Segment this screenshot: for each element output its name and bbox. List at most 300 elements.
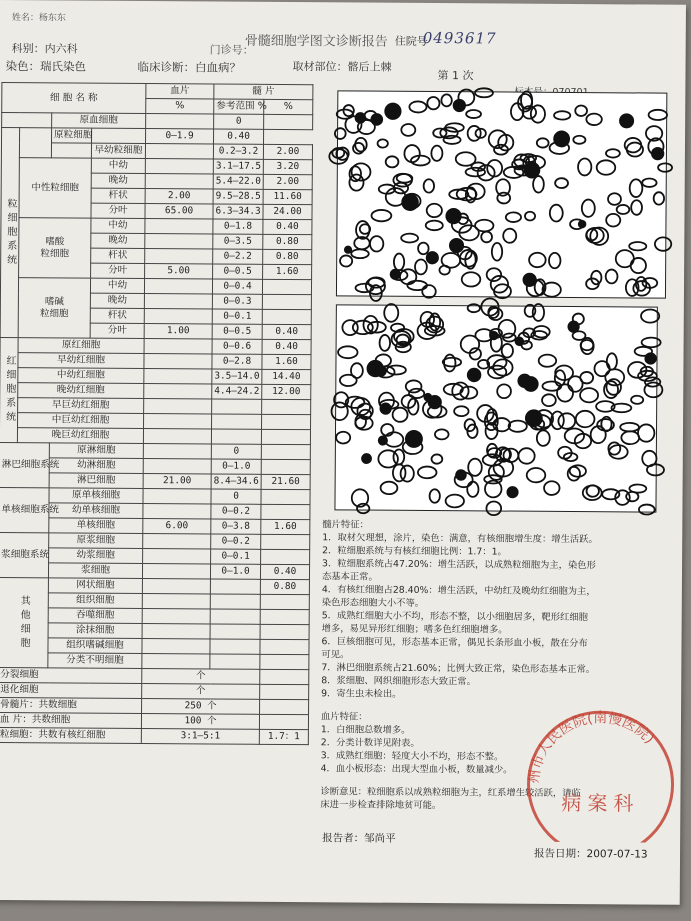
cell-outline (379, 335, 390, 351)
blood-pct (144, 369, 212, 384)
blood-finding: 2．分类计数详见附表。 (320, 737, 420, 749)
cell-outline (630, 179, 643, 197)
row-label: 组织嗜碱细胞 (48, 638, 142, 654)
marrow-pct (261, 489, 310, 504)
cell-nucleus (619, 113, 634, 128)
marrow-pct (260, 609, 309, 624)
cell-outline (371, 210, 391, 222)
marrow-micrograph-2 (334, 304, 657, 512)
row-label: 早幼红细胞 (18, 353, 144, 369)
ref-range: 0 (214, 114, 264, 129)
blood-count: 100 个 (141, 714, 259, 730)
blood-findings-title: 血片特征： (320, 711, 368, 723)
blood-count-label: 血 片：共数细胞 (0, 713, 142, 729)
row-label: 中幼 (90, 278, 144, 293)
cell-outline (468, 126, 481, 141)
header-diagnosis: 临床诊断：白血病？ (137, 59, 242, 75)
cell-outline (487, 268, 502, 281)
cell-outline (431, 146, 442, 161)
blank-cell (259, 714, 308, 729)
blood-pct: 6.00 (143, 519, 211, 534)
row-label: 原单核细胞 (49, 488, 143, 504)
cell-nucleus (567, 321, 579, 333)
marrow-pct: 11.60 (263, 189, 312, 204)
cell-outline (422, 285, 436, 298)
blood-pct (145, 159, 213, 174)
ref-range: 6.3—34.3 (213, 204, 263, 219)
ref-range: 3.1—17.5 (213, 159, 263, 174)
blood-pct: 65.00 (145, 204, 213, 219)
cell-outline (655, 237, 671, 251)
cell-nucleus (423, 393, 432, 402)
row-label: 单核细胞 (49, 518, 143, 534)
row-label: 晚巨幼红细胞 (17, 428, 143, 444)
mitosis-label: 分裂细胞 (0, 668, 142, 684)
cell-outline (503, 229, 516, 243)
cell-outline (527, 468, 546, 482)
blood-finding: 1．白细胞总数增多。 (320, 724, 411, 736)
cell-outline (582, 200, 595, 217)
blank-cell (260, 684, 309, 699)
marrow-pct: 21.60 (261, 474, 310, 489)
degen-value: 个 (142, 684, 260, 700)
cell-outline (404, 145, 420, 162)
cell-nucleus (644, 352, 656, 364)
table-row (0, 533, 310, 550)
conclusion-line: 床进一步检查排除地贫可能。 (320, 799, 442, 812)
col-header-ref: 参考范围 % (214, 99, 264, 114)
cell-nucleus (405, 430, 423, 448)
cell-outline (533, 176, 544, 193)
ref-range: 0—0.5 (212, 324, 262, 339)
blood-pct (143, 444, 211, 459)
header-name-fragment: 姓名：杨东东 (11, 13, 66, 24)
marrow-pct (261, 504, 310, 519)
cell-outline (642, 338, 661, 348)
cell-outline (570, 465, 586, 477)
cell-outline (456, 152, 476, 166)
degen-label: 退化细胞 (0, 683, 142, 699)
cell-outline (631, 396, 643, 404)
ref-range: 0—2.8 (212, 354, 262, 369)
marrow-pct: 0.40 (262, 339, 311, 354)
ref-range: 0—0.1 (212, 309, 262, 324)
col-header-name: 细 胞 名 称 (2, 83, 146, 114)
stamp-arc-text: 州市人民医院(南慢医院) (526, 710, 658, 785)
blood-pct (142, 639, 210, 654)
row-label: 中幼 (91, 158, 145, 173)
row-label: 幼单核细胞 (49, 503, 143, 519)
marrow-pct: 0.80 (263, 234, 312, 249)
row-label: 原血细胞 (52, 113, 146, 129)
blood-finding: 4．血小板形态：出现大型血小板，数量减少。 (320, 763, 513, 776)
ref-range: 0—0.6 (212, 339, 262, 354)
marrow-finding: 4．有核红细胞占28.40%：增生活跃，中幼红及晚幼红细胞为主， (321, 584, 596, 598)
cell-outline (581, 340, 594, 350)
row-label: 原红细胞 (18, 338, 144, 354)
blood-pct (142, 654, 210, 669)
cell-outline (475, 88, 493, 97)
cell-outline (441, 94, 451, 106)
cell-nucleus (455, 469, 467, 481)
row-label: 晚幼 (90, 293, 144, 308)
row-label: 淋巴细胞 (49, 473, 143, 489)
blood-pct (142, 564, 210, 579)
cell-outline (587, 485, 599, 497)
cell-outline (381, 482, 398, 495)
cell-outline (427, 204, 442, 218)
cell-nucleus (344, 246, 352, 254)
marrow-pct: 0.80 (260, 579, 309, 594)
cell-outline (446, 495, 464, 508)
cell-outline (468, 459, 482, 476)
table-row (0, 488, 310, 505)
cell-outline (586, 114, 602, 126)
cell-outline (393, 408, 408, 422)
group-neutrophil: 中性粒细胞 (19, 158, 91, 219)
cell-nucleus (375, 365, 387, 377)
table-row (0, 278, 311, 295)
col-header-marrow-pct: % (264, 99, 313, 114)
cell-outline (506, 212, 521, 222)
cell-nucleus (524, 162, 541, 179)
cell-nucleus (453, 99, 466, 112)
row-label: 分叶 (91, 263, 145, 278)
cell-outline (378, 139, 388, 147)
cell-outline (430, 489, 440, 503)
cell-outline (401, 124, 415, 136)
cell-outline (642, 451, 656, 467)
marrow-pct: 12.00 (262, 384, 311, 399)
marrow-pct: 0.40 (263, 219, 312, 234)
ref-range: 4.4—24.2 (212, 384, 262, 399)
cell-outline (641, 309, 659, 322)
blood-pct (143, 549, 211, 564)
cell-outline (386, 156, 399, 167)
cell-nucleus (370, 113, 383, 126)
cell-outline (575, 434, 591, 449)
cell-outline (454, 406, 469, 416)
ref-range: 0—0.2 (211, 504, 261, 519)
blood-pct: 21.00 (143, 474, 211, 489)
blank-cell (19, 128, 51, 158)
cell-outline (401, 234, 418, 243)
cell-outline (642, 178, 656, 187)
cell-outline (555, 178, 568, 188)
ref-range (210, 609, 260, 624)
group-lympho: 淋巴细胞系统 (0, 443, 49, 488)
cell-outline (468, 304, 480, 312)
row-label: 杆状 (90, 308, 144, 323)
cell-outline (497, 384, 511, 398)
marrow-count: 250 个 (142, 699, 260, 715)
row-label: 早巨幼红细胞 (18, 398, 144, 414)
header-dept: 科别：内六科 (11, 42, 78, 56)
reporter: 报告者：邹尚平 (322, 832, 396, 845)
cell-outline (597, 160, 616, 175)
table-row (2, 128, 313, 145)
cell-outline (608, 193, 621, 205)
cell-outline (649, 110, 668, 120)
marrow-pct (260, 639, 309, 654)
cell-outline (537, 138, 549, 147)
marrow-pct: 2.00 (263, 144, 312, 159)
cell-outline (638, 424, 655, 441)
blood-pct (143, 504, 211, 519)
ref-range: 0—0.2 (211, 534, 261, 549)
cell-nucleus (578, 220, 587, 229)
cell-nucleus (378, 435, 388, 445)
ref-range (210, 579, 260, 594)
blood-pct (143, 459, 211, 474)
cell-nucleus (522, 273, 536, 287)
marrow-finding: 可见。 (321, 649, 350, 661)
ref-range: 0—0.1 (211, 549, 261, 564)
cell-outline (435, 429, 449, 439)
row-label: 网状细胞 (48, 578, 142, 594)
blood-pct: 2.00 (145, 189, 213, 204)
cell-outline (466, 168, 485, 177)
marrow-pct: 2.00 (263, 174, 312, 189)
cell-outline (340, 375, 357, 386)
cell-nucleus (525, 409, 543, 427)
table-row (0, 698, 309, 715)
row-label: 分叶 (90, 323, 144, 338)
cell-outline (639, 505, 655, 515)
cell-outline (606, 270, 618, 284)
blank-cell (260, 699, 309, 714)
cell-nucleus (361, 453, 372, 464)
cell-nucleus (390, 269, 401, 280)
table-row (0, 443, 310, 460)
ratio-value: 1.7：1 (259, 729, 308, 744)
blank-cell (260, 669, 309, 684)
marrow-micrograph-1 (336, 90, 667, 298)
cell-outline (393, 174, 412, 187)
cell-outline (424, 179, 435, 192)
blank-cell (2, 113, 52, 128)
blood-pct (145, 249, 213, 264)
row-label: 幼浆细胞 (49, 548, 143, 564)
row-label: 杆状 (91, 248, 145, 263)
cell-outline (658, 163, 672, 171)
marrow-finding: 7．淋巴细胞系统占21.60%；比例大致正常，染色形态基本正常。 (321, 662, 596, 676)
blood-pct (142, 624, 210, 639)
cell-outline (409, 389, 424, 398)
cell-outline (606, 214, 620, 227)
marrow-pct: 0.40 (260, 564, 309, 579)
marrow-pct: 3.20 (263, 159, 312, 174)
cell-outline (502, 344, 513, 358)
cell-outline (488, 366, 506, 379)
blood-pct (142, 579, 210, 594)
cell-outline (631, 258, 646, 273)
marrow-count-label: 骨髓片：共数细胞 (0, 698, 142, 714)
ref-range: 0—0.4 (212, 279, 262, 294)
header-count: 第 1 次 (437, 69, 474, 83)
blood-pct (145, 234, 213, 249)
cell-outline (351, 249, 369, 258)
report-title: 骨髓细胞学图文诊断报告 (244, 33, 388, 50)
blood-finding: 3．成熟红细胞：轻度大小不均，形态不整。 (320, 750, 504, 763)
row-label: 分叶 (91, 203, 145, 218)
cell-outline (525, 305, 536, 317)
cell-outline (542, 394, 556, 406)
cell-nucleus (489, 331, 498, 340)
cell-outline (431, 454, 442, 463)
ref-range: 0 (211, 489, 261, 504)
cell-nucleus (467, 368, 482, 383)
cell-outline (529, 253, 546, 268)
cell-outline (539, 355, 557, 367)
cell-outline (578, 158, 591, 175)
cell-nucleus (401, 193, 419, 211)
cell-outline (620, 423, 639, 432)
ref-range: 0.2—3.2 (213, 144, 263, 159)
group-basophil: 嗜碱 粒细胞 (18, 278, 90, 339)
blood-pct (143, 534, 211, 549)
cell-outline (415, 259, 427, 274)
cell-outline (525, 212, 535, 221)
marrow-finding: 态基本正常。 (321, 571, 378, 583)
cell-outline (509, 421, 527, 432)
marrow-finding: 8．浆细胞、网织细胞形态大致正常。 (321, 675, 476, 688)
group-erythro: 红细胞系统 (0, 338, 18, 443)
cell-outline (466, 110, 481, 118)
cell-count-table (0, 82, 313, 745)
col-header-marrow: 髓 片 (214, 84, 313, 100)
group-granulocyte: 粒细胞系统 (0, 128, 19, 338)
blood-pct (144, 339, 212, 354)
marrow-pct (262, 414, 311, 429)
cell-outline (342, 320, 358, 335)
marrow-pct (260, 624, 309, 639)
cell-outline (550, 205, 563, 222)
group-mono: 单核细胞系统 (0, 488, 49, 533)
cell-outline (644, 382, 662, 397)
marrow-pct (262, 279, 311, 294)
marrow-finding: 增多，易见异形红细胞；嗜多色红细胞增多。 (321, 623, 508, 636)
ref-range: 0—1.0 (210, 564, 260, 579)
marrow-pct (262, 294, 311, 309)
cell-outline (409, 101, 426, 112)
cell-outline (631, 200, 642, 215)
cell-outline (518, 448, 534, 464)
ref-range: 0 (211, 444, 261, 459)
marrow-pct: 1.60 (262, 354, 311, 369)
marrow-pct (261, 429, 310, 444)
marrow-pct (262, 399, 311, 414)
header-hosp-no-label: 住院号 (394, 34, 428, 48)
ref-range: 3.5—14.0 (212, 369, 262, 384)
marrow-findings-list (321, 531, 672, 702)
row-label: 幼淋细胞 (49, 458, 143, 474)
marrow-pct (264, 114, 313, 129)
cell-outline (401, 466, 414, 482)
cell-outline (394, 254, 404, 271)
ref-range: 0—0.3 (212, 294, 262, 309)
cell-outline (492, 243, 502, 261)
cell-nucleus (553, 130, 570, 147)
row-label: 中幼 (91, 218, 145, 233)
cell-nucleus (651, 147, 664, 160)
hospital-stamp (516, 692, 685, 843)
header-stain: 染色：瑞氏染色 (5, 59, 87, 74)
header-site: 取材部位：髂后上棘 (292, 60, 392, 74)
group-other: 其他细胞 (0, 578, 48, 668)
cell-outline (340, 255, 352, 266)
cell-nucleus (355, 112, 367, 124)
marrow-pct: 0.40 (214, 129, 264, 144)
cell-outline (580, 388, 598, 402)
blood-pct: 5.00 (145, 264, 213, 279)
cell-outline (336, 432, 350, 444)
cell-outline (557, 384, 573, 401)
cell-outline (549, 253, 561, 268)
blood-pct (145, 174, 213, 189)
cell-nucleus (523, 376, 539, 392)
marrow-finding: 染色形态细胞大小不等。 (321, 597, 425, 609)
cell-outline (481, 232, 492, 243)
ref-range: 0—3.8 (211, 519, 261, 534)
ratio-ref: 3:1—5:1 (141, 729, 259, 745)
cell-outline (335, 128, 346, 139)
header-bed: 门诊号： (209, 43, 254, 57)
col-header-blood: 血片 (146, 84, 214, 99)
cell-outline (406, 380, 422, 392)
row-label: 涂抹细胞 (48, 623, 142, 639)
cell-outline (355, 138, 367, 152)
cell-outline (400, 269, 416, 284)
blood-pct (142, 594, 210, 609)
cell-outline (537, 430, 550, 446)
header-hosp-no: 0493617 (422, 28, 497, 48)
row-label: 原淋细胞 (49, 443, 143, 459)
blood-pct (144, 279, 212, 294)
cell-outline (554, 111, 570, 120)
cell-outline (607, 353, 617, 369)
row-label: 杆状 (91, 188, 145, 203)
marrow-pct: 0.80 (263, 249, 312, 264)
cell-outline (443, 136, 460, 144)
ref-range (210, 654, 260, 669)
col-header-blood-pct: % (146, 99, 214, 114)
row-label: 早幼粒细胞 (91, 143, 145, 158)
cell-nucleus (449, 238, 464, 253)
cell-outline (442, 253, 461, 268)
stamp-sub-text: 病案科 (561, 790, 640, 816)
marrow-pct: 24.00 (263, 204, 312, 219)
svg-text:州市人民医院(南慢医院) (526, 709, 657, 785)
cell-outline (575, 105, 587, 116)
cell-outline (370, 236, 383, 252)
ref-range: 8.4—34.6 (211, 474, 261, 489)
marrow-finding: 2．粒细胞系统与有核红细胞比例：1.7：1。 (322, 545, 507, 558)
blood-pct (146, 114, 214, 129)
marrow-pct (260, 654, 309, 669)
ref-range: 0—1.8 (213, 219, 263, 234)
blood-pct (143, 489, 211, 504)
cell-outline (331, 402, 347, 420)
cell-outline (478, 165, 495, 180)
ratio-label: 粒细胞：共数有核红细胞 (0, 727, 141, 743)
marrow-pct: 14.40 (262, 369, 311, 384)
cell-outline (486, 501, 501, 515)
ref-range (212, 399, 262, 414)
group-plasma: 浆细胞系统 (0, 533, 49, 578)
blood-pct (144, 309, 212, 324)
marrow-finding: 6．巨核细胞可见，形态基本正常，偶见长条形血小板，散在分布 (321, 636, 588, 650)
